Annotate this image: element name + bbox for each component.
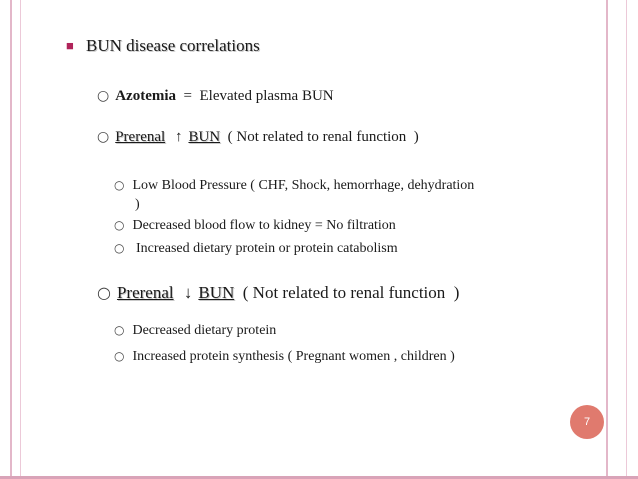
list-item-continuation [135,197,140,214]
right-border-line [606,0,608,479]
ring-bullet-icon: ○ [114,241,125,255]
ring-bullet-icon: ○ [114,218,125,232]
page-number-badge: 7 [570,405,604,439]
ring-bullet-icon: ○ [114,323,125,337]
list-item [114,349,455,366]
slide-heading: BUN disease correlations [86,36,260,55]
subitem-text: Decreased dietary protein [132,323,277,338]
list-item [114,178,474,195]
ring-bullet-icon: ○ [114,349,125,363]
left-border-line-inner [20,0,21,479]
prerenal-term: Prerenal [115,129,166,145]
subitem-text: Low Blood Pressure ( CHF, Shock, hemorrhage, dehydration [132,178,475,193]
list-item-prerenal-decrease [97,283,459,303]
azotemia-term: Azotemia [115,88,177,104]
up-arrow-icon: ↑ [174,129,183,145]
down-arrow-icon: ↓ [183,283,193,302]
heading-bullet-row [66,36,260,56]
prerenal-note: ( Not related to renal function ) [220,129,419,145]
azotemia-definition: = Elevated plasma BUN [176,88,334,104]
ring-bullet-icon: ○ [97,129,110,145]
left-border-line [10,0,12,479]
bun-label: BUN [188,129,221,145]
subitem-text: ) [135,197,140,212]
list-item [114,323,276,340]
ring-bullet-icon: ○ [97,283,111,302]
list-item [114,218,396,235]
square-bullet-icon: ■ [66,38,74,53]
subitem-text: Decreased blood flow to kidney = No filtration [132,218,396,233]
prerenal-note: ( Not related to renal function ) [234,283,460,302]
subitem-text: Increased dietary protein or protein catabolism [132,241,398,256]
list-item-prerenal-increase [97,128,419,146]
prerenal-term: Prerenal [116,283,174,302]
subitem-text: Increased protein synthesis ( Pregnant women , children ) [132,349,455,364]
right-border-line-outer [626,0,627,479]
list-item [114,241,398,258]
list-item-azotemia [97,87,334,105]
bun-label: BUN [198,283,235,302]
ring-bullet-icon: ○ [97,88,110,104]
ring-bullet-icon: ○ [114,178,125,192]
